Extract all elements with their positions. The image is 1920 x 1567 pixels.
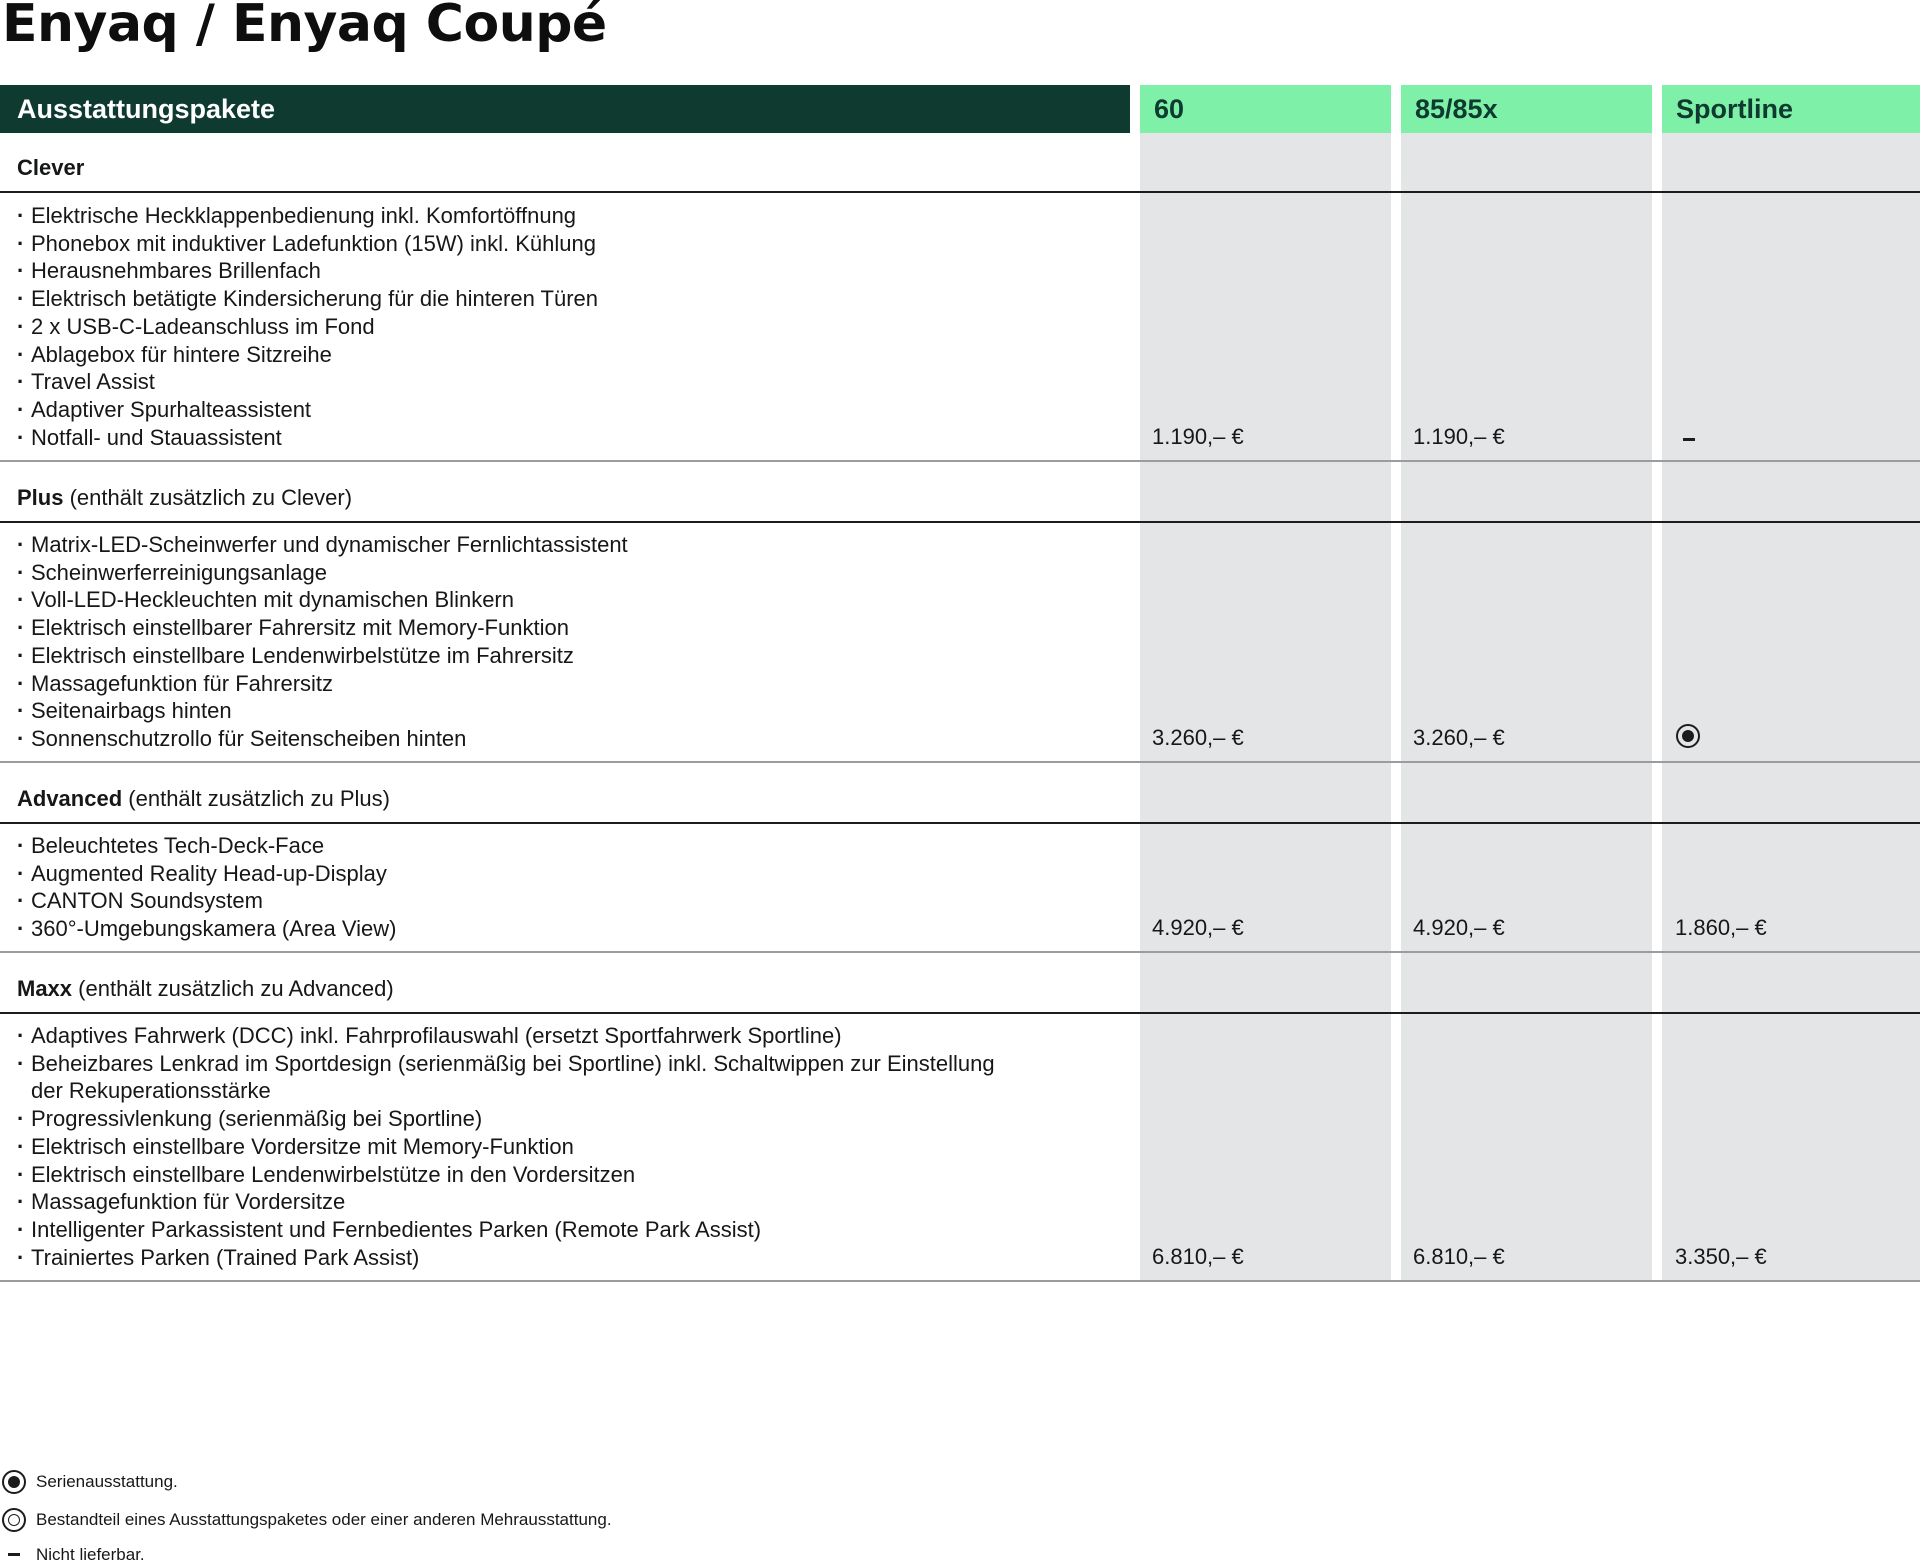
standard-equipment-icon	[1676, 724, 1700, 748]
list-item: · Massagefunktion für Fahrersitz	[17, 670, 628, 698]
list-item: · Herausnehmbares Brillenfach	[17, 257, 598, 285]
column-bg-sportline	[1662, 133, 1920, 1281]
list-item: · 2 x USB-C-Ladeanschluss im Fond	[17, 313, 598, 341]
list-item: · Elektrische Heckklappenbedienung inkl. Komfortöffnung	[17, 202, 598, 230]
section-heading-maxx: Maxx (enthält zusätzlich zu Advanced)	[17, 976, 394, 1001]
divider	[0, 191, 1920, 193]
column-bg-85	[1401, 133, 1652, 1281]
divider	[0, 521, 1920, 523]
list-item: · Elektrisch einstellbare Vordersitze mit Memory-Funktion	[17, 1133, 1027, 1161]
standard-equipment-icon	[2, 1470, 26, 1494]
list-item: · Adaptiver Spurhalteassistent	[17, 396, 598, 424]
divider	[0, 822, 1920, 824]
price-clever-60: 1.190,– €	[1152, 424, 1244, 449]
divider	[0, 951, 1920, 953]
price-clever-85: 1.190,– €	[1413, 424, 1505, 449]
divider	[0, 460, 1920, 462]
price-advanced-85: 4.920,– €	[1413, 915, 1505, 940]
price-maxx-sportline: 3.350,– €	[1675, 1244, 1767, 1269]
list-item: · Elektrisch betätigte Kindersicherung für die hinteren Türen	[17, 285, 598, 313]
divider	[0, 1012, 1920, 1014]
list-item: · Sonnenschutzrollo für Seitenscheiben hinten	[17, 725, 628, 753]
list-item: · Massagefunktion für Vordersitze	[17, 1188, 1027, 1216]
item-list-maxx	[17, 1022, 1027, 1271]
legend-not-available: Nicht lieferbar.	[0, 1543, 145, 1567]
legend-standard: Serienausstattung.	[0, 1470, 178, 1494]
section-heading-clever: Clever	[17, 155, 85, 180]
list-item: · Travel Assist	[17, 368, 598, 396]
list-item: · Beheizbares Lenkrad im Sportdesign (serienmäßig bei Sportline) inkl. Schaltwippen zur Einstellung der Rekuperationsstärke	[17, 1050, 1027, 1105]
list-item: · Elektrisch einstellbare Lendenwirbelstütze in den Vordersitzen	[17, 1161, 1027, 1189]
list-item: · Augmented Reality Head-up-Display	[17, 860, 396, 888]
item-list-plus	[17, 531, 628, 753]
divider	[0, 761, 1920, 763]
optional-equipment-icon	[2, 1508, 26, 1532]
page-title: Enyaq / Enyaq Coupé	[2, 0, 607, 54]
price-advanced-sportline: 1.860,– €	[1675, 915, 1767, 940]
price-maxx-85: 6.810,– €	[1413, 1244, 1505, 1269]
column-bg-60	[1140, 133, 1391, 1281]
list-item: · Notfall- und Stauassistent	[17, 424, 598, 452]
list-item: · Ablagebox für hintere Sitzreihe	[17, 341, 598, 369]
list-item: · Phonebox mit induktiver Ladefunktion (15W) inkl. Kühlung	[17, 230, 598, 258]
list-item: · Trainiertes Parken (Trained Park Assist)	[17, 1244, 1027, 1272]
section-heading-advanced: Advanced (enthält zusätzlich zu Plus)	[17, 786, 390, 811]
item-list-advanced	[17, 832, 396, 943]
item-list-clever	[17, 202, 598, 451]
list-item: · Voll-LED-Heckleuchten mit dynamischen Blinkern	[17, 586, 628, 614]
divider	[0, 1280, 1920, 1282]
list-item: · CANTON Soundsystem	[17, 887, 396, 915]
legend-optional: Bestandteil eines Ausstattungspaketes oder einer anderen Mehrausstattung.	[0, 1508, 612, 1532]
price-advanced-60: 4.920,– €	[1152, 915, 1244, 940]
list-item: · Seitenairbags hinten	[17, 697, 628, 725]
list-item: · Scheinwerferreinigungsanlage	[17, 559, 628, 587]
price-maxx-60: 6.810,– €	[1152, 1244, 1244, 1269]
header-label: Ausstattungspakete	[17, 93, 276, 124]
list-item: · Matrix-LED-Scheinwerfer und dynamischer Fernlichtassistent	[17, 531, 628, 559]
list-item: · Elektrisch einstellbare Lendenwirbelstütze im Fahrersitz	[17, 642, 628, 670]
column-header-60: 60	[1140, 85, 1391, 133]
price-plus-85: 3.260,– €	[1413, 725, 1505, 750]
column-header-sportline: Sportline	[1662, 85, 1920, 133]
list-item: · Progressivlenkung (serienmäßig bei Sportline)	[17, 1105, 1027, 1133]
list-item: · Intelligenter Parkassistent und Fernbedientes Parken (Remote Park Assist)	[17, 1216, 1027, 1244]
list-item: · 360°-Umgebungskamera (Area View)	[17, 915, 396, 943]
list-item: · Elektrisch einstellbarer Fahrersitz mit Memory-Funktion	[17, 614, 628, 642]
not-available-icon	[8, 1553, 20, 1556]
column-header-85: 85/85x	[1401, 85, 1652, 133]
list-item: · Beleuchtetes Tech-Deck-Face	[17, 832, 396, 860]
section-heading-plus: Plus (enthält zusätzlich zu Clever)	[17, 485, 353, 510]
table-header	[0, 85, 1130, 133]
list-item: · Adaptives Fahrwerk (DCC) inkl. Fahrprofilauswahl (ersetzt Sportfahrwerk Sportline)	[17, 1022, 1027, 1050]
not-available-icon	[1683, 438, 1695, 441]
price-plus-60: 3.260,– €	[1152, 725, 1244, 750]
